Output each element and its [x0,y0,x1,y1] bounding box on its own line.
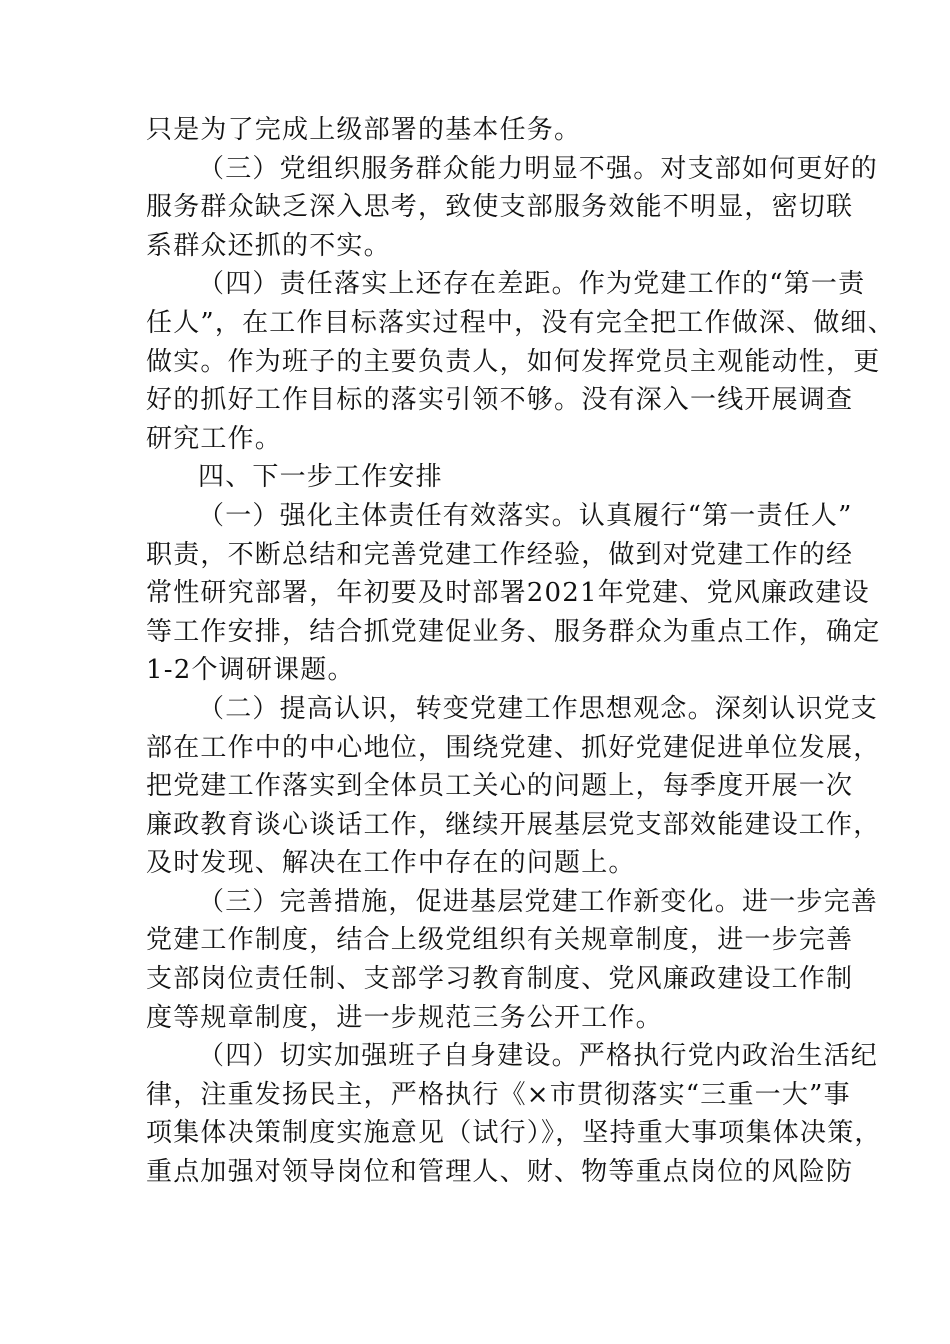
paragraph-p8 [146,1037,882,1191]
paragraph-p4 [146,458,816,497]
text-line: 做实。作为班子的主要负责人，如何发挥党员主观能动性，更 [146,346,881,377]
text-line: （一）强化主体责任有效落实。认真履行“第一责任人” [198,500,853,531]
text-line: 任人”，在工作目标落实过程中，没有完全把工作做深、做细、 [146,307,895,338]
text-line: 好的抓好工作目标的落实引领不够。没有深入一线开展调查 [146,385,854,416]
paragraph-p1 [146,111,816,150]
paragraph-p6 [146,690,881,883]
text-line: 廉政教育谈心谈话工作，继续开展基层党支部效能建设工作， [146,809,881,840]
text-line: （三）党组织服务群众能力明显不强。对支部如何更好的 [198,153,879,184]
text-line: 服务群众缺乏深入思考，致使支部服务效能不明显，密切联 [146,192,854,223]
text-line: 把党建工作落实到全体员工关心的问题上，每季度开展一次 [146,771,854,802]
paragraph-p2 [146,150,879,266]
text-line: 重点加强对领导岗位和管理人、财、物等重点岗位的风险防 [146,1157,854,1188]
text-line: 支部岗位责任制、支部学习教育制度、党风廉政建设工作制 [146,964,854,995]
paragraph-p5 [146,497,881,690]
text-line: 项集体决策制度实施意见（试行）》，坚持重大事项集体决策， [146,1118,882,1149]
text-line: （四）责任落实上还存在差距。作为党建工作的“第一责 [198,269,866,300]
text-line: 常性研究部署，年初要及时部署2021年党建、党风廉政建设 [146,578,870,609]
text-line: 研究工作。 [146,423,283,454]
paragraph-p3 [146,265,895,458]
text-line: 及时发现、解决在工作中存在的问题上。 [146,848,636,879]
paragraph-p7 [146,883,879,1037]
text-line: （三）完善措施，促进基层党建工作新变化。进一步完善 [198,886,879,917]
text-line: 部在工作中的中心地位，围绕党建、抓好党建促进单位发展， [146,732,881,763]
text-line: 1-2个调研课题。 [146,655,355,686]
text-line: 等工作安排，结合抓党建促业务、服务群众为重点工作，确定 [146,616,881,647]
text-line: 四、下一步工作安排 [198,462,443,493]
text-line: 只是为了完成上级部署的基本任务。 [146,115,582,145]
text-line: 度等规章制度，进一步规范三务公开工作。 [146,1002,663,1033]
document-body [146,111,895,1192]
text-line: （四）切实加强班子自身建设。严格执行党内政治生活纪 [198,1041,879,1072]
text-line: 党建工作制度，结合上级党组织有关规章制度，进一步完善 [146,925,854,956]
text-line: （二）提高认识，转变党建工作思想观念。深刻认识党支 [198,693,879,724]
text-line: 职责，不断总结和完善党建工作经验，做到对党建工作的经 [146,539,854,570]
text-line: 律，注重发扬民主，严格执行《×市贯彻落实“三重一大”事 [146,1079,851,1110]
text-line: 系群众还抓的不实。 [146,230,391,261]
